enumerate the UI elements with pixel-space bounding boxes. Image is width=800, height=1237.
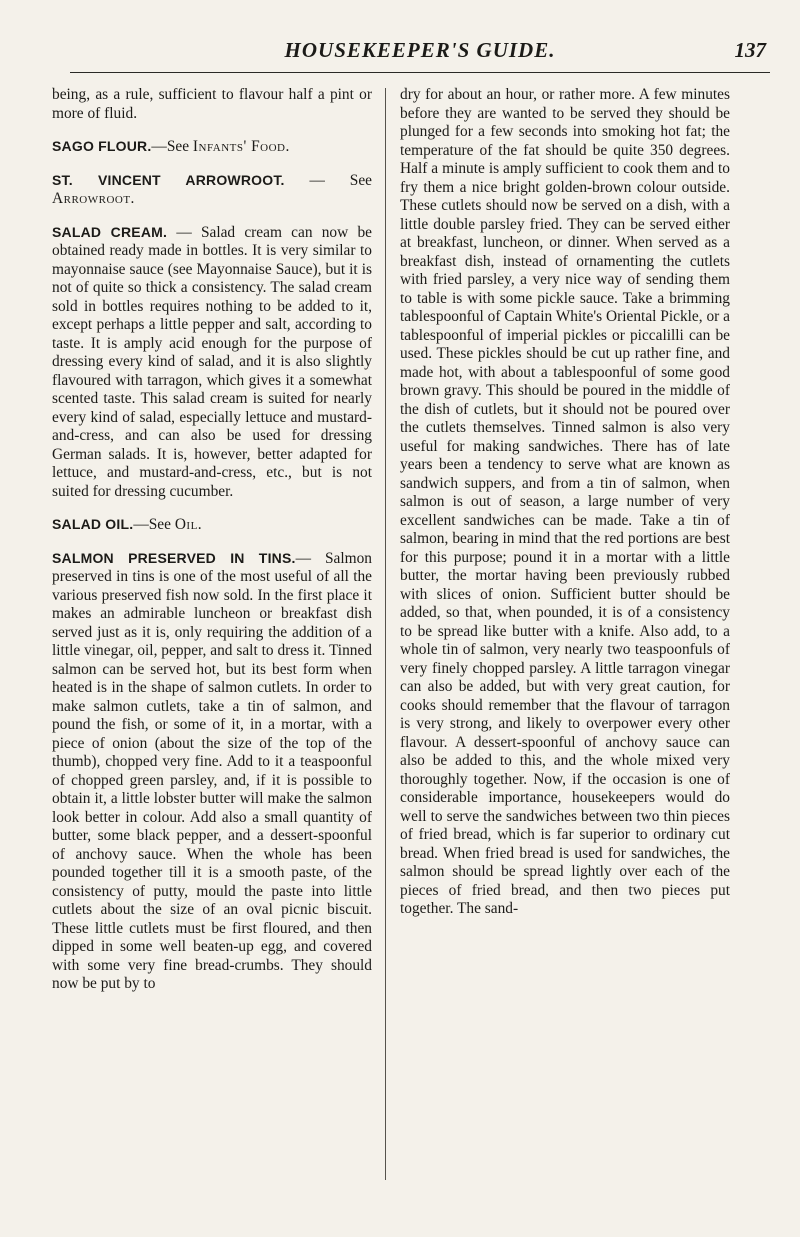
entry-headword: SAGO FLOUR. (52, 138, 152, 154)
cross-reference: Arrowroot. (52, 190, 135, 207)
entry-st-vincent-arrowroot (52, 171, 372, 209)
header-rule (70, 72, 770, 73)
entry-lead: —See (151, 138, 193, 155)
entry-sago-flour (52, 137, 372, 157)
entry-headword: SALMON PRESERVED IN TINS. (52, 549, 296, 566)
entry-headword: SALAD CREAM. (52, 223, 168, 240)
right-column (400, 86, 730, 1186)
entry-salad-cream (52, 223, 372, 502)
cross-reference: Infants' Food. (192, 138, 290, 155)
column-divider (385, 88, 386, 1180)
entry-lead: — See (284, 171, 372, 189)
entry-headword: SALAD OIL. (52, 516, 134, 532)
running-head (70, 30, 770, 70)
continuation-text: being, as a rule, sufficient to flavour half a pint or more of fluid. (52, 86, 372, 122)
entry-headword: ST. VINCENT ARROWROOT. (52, 171, 285, 188)
entry-lead: — (295, 549, 325, 567)
entry-lead: — (167, 223, 201, 241)
left-column (52, 86, 372, 1186)
entry-body: Salmon preserved in tins is one of the most useful of all the various preserved fish now sold. In the first place it makes an admirable luncheon or breakfast dish served just as it is, only requiring the addition of a little vinegar, oil, pepper, and salt to dress it. Tinned salmon can be served hot, but its best form when heated is in the shape of salmon cutlets. In order to make salmon cutlets, take a tin of salmon, and pound the fish, or some of it, in a mortar, with a piece of onion (about the size of the top of the thumb), chopped very fine. Add to it a teaspoonful of chopped green parsley, and, if it is possible to obtain it, a little lobster butter will make the salmon look better in colour. Add also a small quantity of butter, some black pepper, and a dessert-spoonful of anchovy sauce. When the whole has been pounded together till it is a smooth paste, of the consistency of putty, mould the paste into little cutlets about the size of an oval picnic biscuit. These little cutlets must be first floured, and then dipped in some well beaten-up egg, and covered with some very fine bread-crumbs. They should now be put by to (52, 549, 372, 992)
right-column-text: dry for about an hour, or rather more. A few minutes before they are wanted to be served they should be plunged for a few seconds into smoking hot fat; the temperature of the fat should be quite 350 degrees. Half a minute is amply sufficient to cook them and to fry them a nice bright golden-brown colour outside. These cutlets should now be served on a dish, with a little double parsley fried. They can be served either at breakfast, luncheon, or dinner. When served as a breakfast dish, instead of ornamenting the cutlets with fried parsley, a very nice way of sending them to table is with some pickle sauce. Take a brimming tablespoonful of Captain White's Oriental Pickle, or a tablespoonful of imperial pickles or piccalilli can be used. These pickles should be cut up rather fine, and made hot, with about a tablespoonful of some good brown gravy. This should be poured in the middle of the dish of cutlets, but it should not be poured over the cutlets themselves. Tinned salmon is also very useful for making sandwiches. There has of late years been a tendency to serve what are known as sandwich suppers, and from a tin of salmon, when salmon is out of season, a large number of very excellent sandwiches can be made. Take a tin of salmon, bearing in mind that the red portions are best for this purpose; pound it in a mortar with a little butter, the mortar having been previously rubbed with slices of onion. Sufficient butter should be added, so that, when pounded, it is of a consistency to be spread like butter with a knife. Also add, to a whole tin of salmon, very nearly two teaspoonfuls of very finely chopped parsley. A little tarragon vinegar can also be added, but with very great caution, for cooks should remember that the flavour of tarragon is very strong, and likely to overpower every other flavour. A dessert-spoonful of anchovy sauce can also be added to this, and the whole mixed very thoroughly together. Now, if the occasion is one of considerable importance, housekeepers would do well to serve the sandwiches between two thin pieces of fried bread, which is far superior to ordinary cut bread. When fried bread is used for sandwiches, the salmon should be spread lightly over each of the pieces of fried bread, and then two pieces put together. The sand- (400, 86, 730, 917)
page-number: 137 (734, 38, 766, 62)
running-title: HOUSEKEEPER'S GUIDE. (284, 38, 556, 62)
entry-salad-oil (52, 515, 372, 535)
entry-body: Salad cream can now be obtained ready made in bottles. It is very similar to mayonnaise sauce (see Mayonnaise Sauce), but it is not of quite so thick a consistency. The salad cream sold in bottles requires nothing to be added to it, except perhaps a little pepper and salt, according to taste. It is amply acid enough for the purpose of dressing every kind of salad, and it is also slightly flavoured with tarragon, which gives it a somewhat scented taste. This salad cream is suited for nearly every kind of salad, especially lettuce and mustard-and-cress, and can also be used for dressing German salads. It is, however, better adapted for lettuce, and mustard-and-cress, etc., but is not suited for dressing cucumber. (52, 223, 372, 500)
entry-salmon-preserved (52, 549, 372, 994)
cross-reference: Oil. (174, 516, 203, 533)
entry-lead: —See (133, 516, 175, 533)
